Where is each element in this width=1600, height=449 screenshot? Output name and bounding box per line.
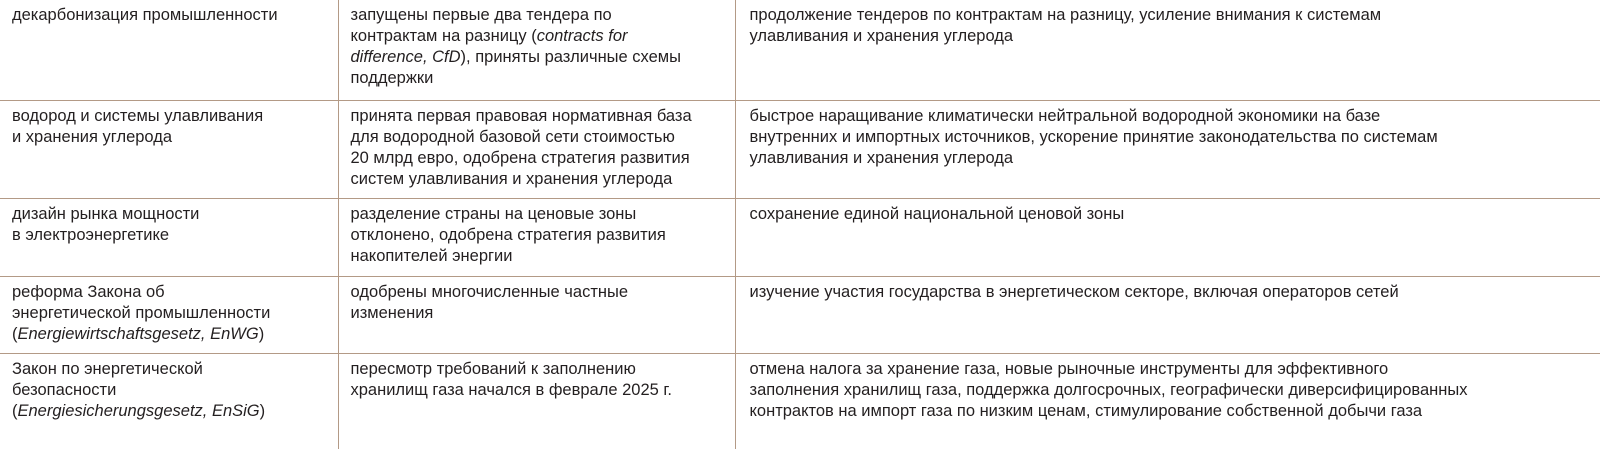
status-cell (338, 198, 735, 276)
status-cell (338, 100, 735, 198)
area-cell (0, 198, 338, 276)
cell-line: энергетической промышленности (12, 303, 271, 322)
cell-line: поддержки (350, 69, 434, 87)
cell-line: difference, CfD), приняты различные схемы (350, 48, 682, 66)
cell-line: сохранение единой национальной ценовой зоны (749, 204, 1125, 223)
cell-line: (Energiewirtschaftsgesetz, EnWG) (12, 324, 265, 343)
plans-cell (735, 276, 1600, 353)
cell-line: принята первая правовая нормативная база (350, 106, 692, 125)
cell-line: изменения (350, 303, 434, 322)
cell-line: для водородной базовой сети стоимостью (350, 127, 675, 146)
cell-line: реформа Закона об (12, 282, 165, 301)
cell-line: безопасности (12, 380, 117, 399)
table-row (0, 353, 1600, 449)
table-row (0, 276, 1600, 353)
cell-line: продолжение тендеров по контрактам на разницу, усиление внимания к системам (749, 6, 1382, 24)
cell-line: отклонено, одобрена стратегия развития (350, 225, 666, 244)
cell-line: накопителей энергии (350, 246, 513, 265)
cell-line: в электроэнергетике (12, 225, 170, 244)
cell-line: и хранения углерода (12, 127, 173, 146)
table-row (0, 0, 1600, 100)
cell-line: отмена налога за хранение газа, новые рыночные инструменты для эффективного (749, 359, 1389, 378)
area-cell (0, 100, 338, 198)
cell-line: заполнения хранилищ газа, поддержка долгосрочных, географически диверсифицированных (749, 380, 1468, 399)
plans-cell (735, 0, 1600, 100)
cell-line: одобрены многочисленные частные (350, 282, 629, 301)
cell-line: контрактов на импорт газа по низким ценам, стимулирование собственной добычи газа (749, 401, 1423, 420)
status-cell (338, 353, 735, 449)
status-cell (338, 276, 735, 353)
cell-line: внутренних и импортных источников, ускорение принятие законодательства по системам (749, 127, 1438, 146)
cell-line: пересмотр требований к заполнению (350, 359, 636, 378)
cell-line: водород и системы улавливания (12, 106, 264, 125)
cell-line: дизайн рынка мощности (12, 204, 200, 223)
cell-line: (Energiesicherungsgesetz, EnSiG) (12, 401, 266, 420)
cell-line: запущены первые два тендера по (350, 6, 612, 24)
cell-line: улавливания и хранения углерода (749, 27, 1014, 45)
table-row (0, 100, 1600, 198)
cell-line: изучение участия государства в энергетическом секторе, включая операторов сетей (749, 282, 1399, 301)
plans-cell (735, 198, 1600, 276)
cell-line: разделение страны на ценовые зоны (350, 204, 637, 223)
table-row (0, 198, 1600, 276)
status-cell (338, 0, 735, 100)
area-cell (0, 0, 338, 100)
cell-line: хранилищ газа начался в феврале 2025 г. (350, 380, 672, 399)
plans-cell (735, 353, 1600, 449)
cell-line: улавливания и хранения углерода (749, 148, 1014, 167)
cell-line: быстрое наращивание климатически нейтральной водородной экономики на базе (749, 106, 1381, 125)
cell-line: 20 млрд евро, одобрена стратегия развития (350, 148, 690, 167)
area-cell (0, 276, 338, 353)
plans-cell (735, 100, 1600, 198)
cell-line: систем улавливания и хранения углерода (350, 169, 673, 188)
cell-line: Закон по энергетической (12, 359, 203, 378)
cell-line: контрактам на разницу (contracts for (350, 27, 628, 45)
cell-line: декарбонизация промышленности (12, 6, 278, 24)
area-cell (0, 353, 338, 449)
